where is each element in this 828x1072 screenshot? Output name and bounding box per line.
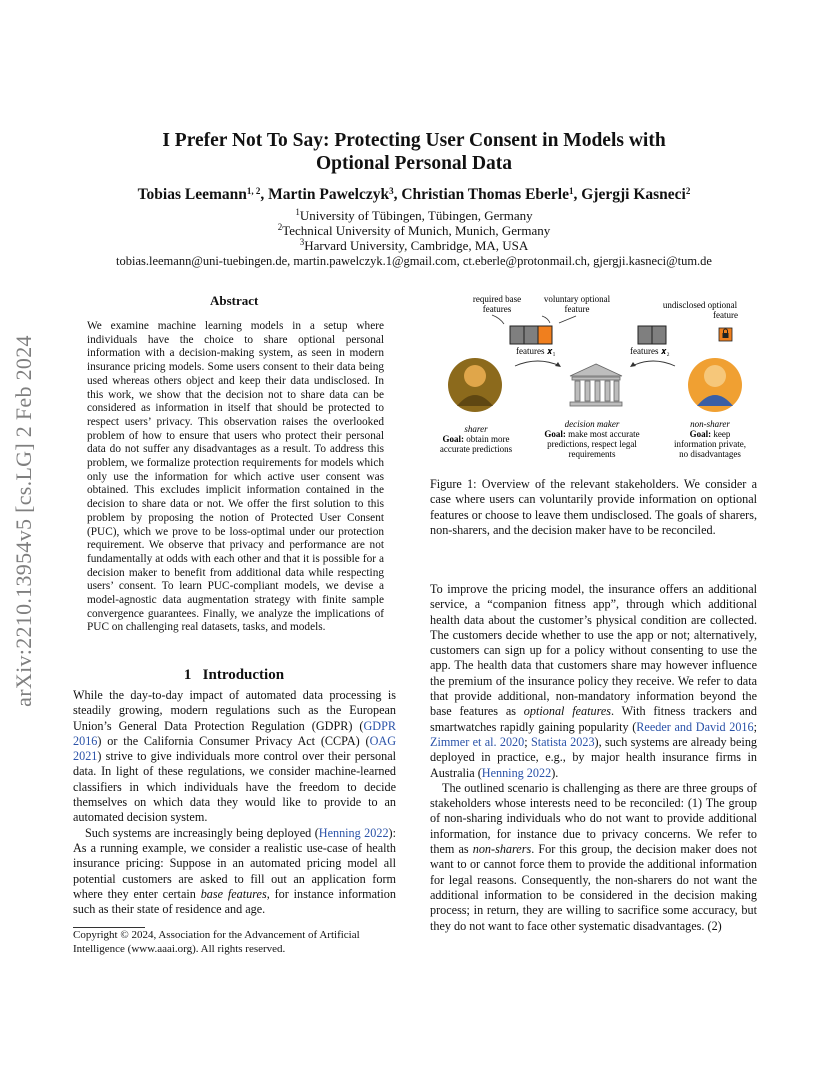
author-affil-sup: 1, 2 xyxy=(246,186,261,196)
nonsharer-role: non-sharer xyxy=(690,419,730,429)
sharer-avatar xyxy=(448,358,502,412)
arxiv-stamp: arXiv:2210.13954v5 [cs.LG] 2 Feb 2024 xyxy=(11,335,36,707)
citation-link[interactable]: Reeder and David 2016 xyxy=(636,719,754,734)
label-voluntary-1: voluntary optional xyxy=(543,294,611,304)
svg-text:predictions, respect legal: predictions, respect legal xyxy=(547,439,637,449)
base-feature-box xyxy=(510,326,524,344)
author-name: Martin Pawelczyk xyxy=(268,186,390,203)
label-required-1: required base xyxy=(472,294,522,304)
figure-drawing xyxy=(430,288,760,468)
svg-text:Goal: obtain more: Goal: obtain more xyxy=(442,434,510,444)
author-name: Tobias Leemann xyxy=(137,186,247,203)
affiliation: $^1$University of Tübingen, Tübingen, Germany xyxy=(295,207,533,223)
author-name: Christian Thomas Eberle xyxy=(401,186,569,203)
citation-link[interactable]: Henning 2022 xyxy=(318,825,389,840)
paragraph: While the day-to-day impact of automated data processing is steadily growing, modern regulations such as the European Union’s General Data Protection Regulation (GDPR) (GDPR 2016) or the California Consumer Privacy Act (CCPA) (OAG 2021) strive to give individuals more control over their personal data. In light of these regulations, we consider machine-learned classifiers in which individuals have the freedom to decide themselves on which data they would like to provide to an automated decision system. xyxy=(73,688,396,825)
paragraph: Such systems are increasingly being deployed (Henning 2022): As a running example, we consider a realistic use-case of health insurance pricing: Suppose in an automated pricing model all potential customers are asked to fill out an application form where they enter certain base features, for instance information such as their state of residence and age. xyxy=(73,825,396,917)
citation-link[interactable]: Statista 2023 xyxy=(530,734,595,749)
stakeholder-figure xyxy=(430,288,760,468)
figure-caption: Figure 1: Overview of the relevant stakeholders. We consider a case where users can voluntarily provide information on optional features or choose to leave them undisclosed. The goals of sharers, non-sharers, and the decision maker have to be reconciled. xyxy=(430,477,757,538)
author-name: Gjergji Kasneci xyxy=(581,186,686,203)
dm-role: decision maker xyxy=(564,419,620,429)
citation-link[interactable]: Henning 2022 xyxy=(481,765,552,780)
svg-text:no disadvantages: no disadvantages xyxy=(679,449,741,459)
bank-icon xyxy=(570,364,622,406)
features-x1: features 𝒙₁ xyxy=(516,346,556,356)
svg-text:information private,: information private, xyxy=(674,439,746,449)
base-feature-box xyxy=(638,326,652,344)
citation-link[interactable]: Zimmer et al. 2020 xyxy=(430,734,525,749)
optional-feature-box xyxy=(538,326,552,344)
label-undisclosed-2: feature xyxy=(713,310,738,320)
svg-text:Goal: keep: Goal: keep xyxy=(689,429,731,439)
author-affil-sup: 3 xyxy=(389,186,394,196)
features-x2: features 𝒙₂ xyxy=(630,346,670,356)
label-required-2: features xyxy=(482,304,512,314)
author-list: Tobias Leemann$^{1, 2}$, Martin Pawelczyk$^3$, Christian Thomas Eberle$^1$, Gjergji Kasneci$^2$ xyxy=(137,186,691,203)
paragraph: To improve the pricing model, the insurance offers an additional service, a “companion fitness app”, through which additional health data about the customer’s physical condition are collected. The customers decide whether to use the app or not; alternatively, customers can sign up for a policy without consenting to use the app. The health data that customers share may however influence the premium of the insurance policy they receive. We refer to data that provide additional, non-mandatory information beyond the base features as optional features. With fitness trackers and smartwatches rapidly gaining popularity (Reeder and David 2016; Zimmer et al. 2020; Statista 2023), such systems are already being deployed in practice, e.g., by major health insurance firms in Australia (Henning 2022). xyxy=(430,582,758,780)
svg-text:Goal: make most accurate: Goal: make most accurate xyxy=(544,429,640,439)
lock-icon xyxy=(719,328,732,341)
paragraph: The outlined scenario is challenging as there are three groups of stakeholders whose interests need to be reconciled: (1) The group of non-sharing individuals who do not want to provide additional information, for instance due to privacy concerns. We refer to them as non-sharers. For this group, the decision maker does not want to or cannot force them to provide the additional information for legal reasons. Consequently, the non-sharers do not want the additional information to be considered in the decision making process; in return, they are willing to sacrifice some accuracy, but they do not want to face other systematic disadvantages. (2) xyxy=(430,780,757,933)
svg-text:requirements: requirements xyxy=(568,449,616,459)
base-feature-box xyxy=(652,326,666,344)
author-emails: tobias.leemann@uni-tuebingen.de, martin.pawelczyk.1@gmail.com, ct.eberle@protonmail.ch, gjergji.kasneci@tum.de xyxy=(116,254,712,268)
label-voluntary-2: feature xyxy=(564,304,590,314)
citation-link[interactable]: OAG 2021 xyxy=(73,733,396,764)
label-undisclosed-1: undisclosed optional xyxy=(662,300,738,310)
non-sharer-avatar xyxy=(688,358,742,412)
intro-body xyxy=(73,688,396,917)
footnote-rule xyxy=(73,927,145,928)
base-feature-box xyxy=(524,326,538,344)
abstract-text: We examine machine learning models in a setup where individuals have the choice to share optional personal information with a decision-making system, as seen in modern insurance pricing models. Some users consent to their data being used whereas others object and keep their data undisclosed. In this work, we show that the decision not to share data can be considered as information in itself that should be protected to respect users’ privacy. This observation raises the overlooked problem of how to ensure that users who protect their personal data do not suffer any disadvantages as a result. To address this problem, we formalize protection requirements for models which only use the information for which active user consent was obtained. This excludes implicit information contained in the decision to share data or not. We offer the first solution to this problem by proposing the notion of Protected User Consent (PUC), which we prove to be loss-optimal under our protection requirement. We observe that privacy and performance are not fundamentally at odds with each other and that it is possible for a decision maker to benefit from additional data while respecting users’ consent. To learn PUC-compliant models, we devise a model-agnostic data augmentation strategy with finite sample convergence guarantees. Finally, we analyze the implications of PUC on challenging real datasets, tasks, and models. xyxy=(87,320,384,634)
affiliation: $^2$Technical University of Munich, Munich, Germany xyxy=(277,222,551,238)
abstract-heading: Abstract xyxy=(210,293,259,308)
affiliation: $^3$Harvard University, Cambridge, MA, USA xyxy=(299,237,529,253)
sharer-role: sharer xyxy=(464,424,488,434)
title-line-1: I Prefer Not To Say: Protecting User Consent in Models with xyxy=(162,130,666,151)
title-line-2: Optional Personal Data xyxy=(315,153,513,174)
citation-link[interactable]: GDPR 2016 xyxy=(73,718,396,748)
copyright-footnote: Copyright © 2024, Association for the Advancement of Artificial Intelligence (www.aaai.org). All rights reserved. xyxy=(73,929,360,955)
right-column-body xyxy=(430,582,757,934)
svg-text:accurate predictions: accurate predictions xyxy=(439,444,513,454)
author-affil-sup: 2 xyxy=(685,186,691,196)
author-affil-sup: 1 xyxy=(569,186,574,196)
section-heading: 1 Introduction xyxy=(183,667,285,683)
paper-title xyxy=(60,129,768,175)
